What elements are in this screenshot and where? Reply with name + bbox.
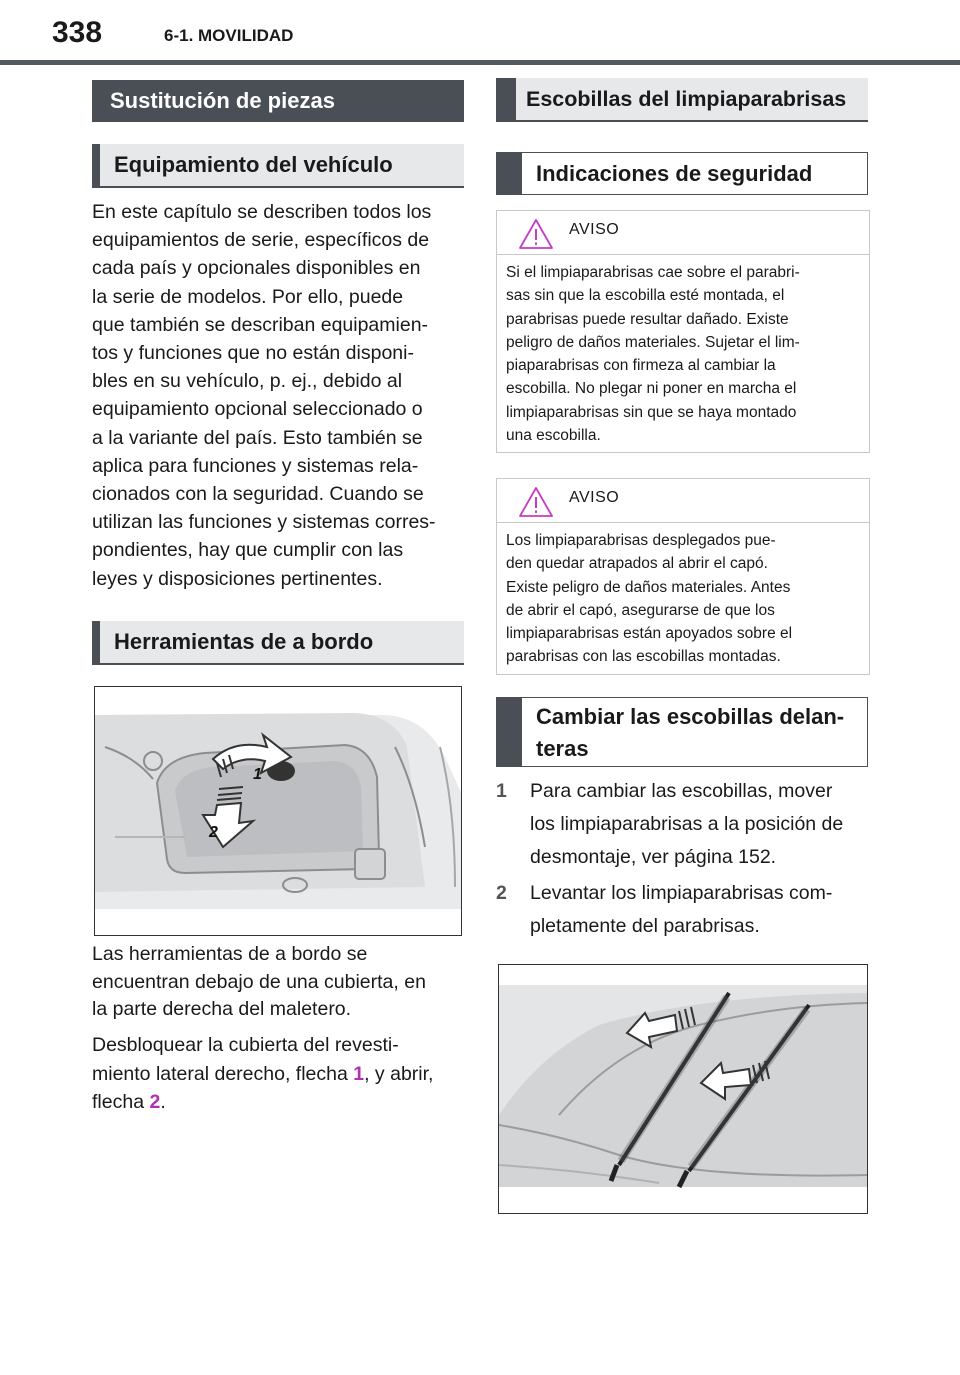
arrow-ref-1: 1 (353, 1062, 365, 1085)
text-line: piaparabrisas con firmeza al cambiar la (506, 357, 776, 375)
page-header (0, 0, 960, 70)
text-fragment: flecha (92, 1091, 150, 1113)
tools-paragraph-2 (92, 1031, 472, 1117)
subheading-tools (92, 621, 464, 665)
text-line: Las herramientas de a bordo se (92, 943, 368, 965)
text-line: tos y funciones que no están disponi- (92, 342, 414, 365)
text-line: Cambiar las escobillas delan- (536, 704, 845, 729)
figure-label-1: 1 (253, 766, 262, 783)
warning-notice-header (497, 479, 869, 523)
text-line: pletamente del parabrisas. (530, 915, 760, 937)
text-line: a la variante del país. Esto también se (92, 426, 423, 449)
text-line: pondientes, hay que cumplir con las (92, 539, 404, 562)
subheading-safety-text: Indicaciones de seguridad (536, 160, 813, 186)
text-line: parabrisas puede resultar dañado. Existe (506, 310, 789, 328)
section-heading-wipers-text: Escobillas del limpiaparabrisas (526, 87, 847, 111)
text-fragment: . (160, 1091, 166, 1113)
warning-triangle-icon (517, 217, 555, 251)
subheading-equipment (92, 144, 464, 188)
warning-notice-header (497, 211, 869, 255)
text-line: la serie de modelos. Por ello, puede (92, 285, 404, 308)
text-line: aplica para funciones y sistemas rela- (92, 454, 419, 477)
chapter-title: 6-1. MOVILIDAD (164, 26, 294, 45)
warning-title: AVISO (569, 489, 620, 506)
step-text (530, 877, 832, 943)
text-line: sas sin que la escobilla esté montada, el (506, 287, 785, 305)
warning-text (497, 255, 869, 447)
text-line: equipamientos de serie, específicos de (92, 229, 430, 252)
text-line: Los limpiaparabrisas desplegados pue- (506, 532, 776, 549)
wiper-illustration (499, 965, 868, 1214)
text-line: peligro de daños materiales. Sujetar el lim- (506, 333, 800, 351)
step-number: 2 (496, 882, 507, 904)
page-number: 338 (52, 16, 103, 49)
text-line: la parte derecha del maletero. (92, 998, 352, 1020)
section-heading-wipers (496, 78, 868, 122)
text-line: Si el limpiaparabrisas cae sobre el parabri- (506, 264, 800, 281)
text-line: Existe peligro de daños materiales. Antes (506, 578, 791, 596)
text-line: bles en su vehículo, p. ej., debido al (92, 370, 403, 393)
warning-notice-2 (496, 478, 870, 675)
subheading-tools-text: Herramientas de a bordo (114, 629, 374, 654)
equipment-paragraph (92, 198, 472, 593)
text-line: limpiaparabrisas están apoyados sobre el (506, 625, 793, 643)
text-line: desmontaje, ver página 152. (530, 846, 777, 868)
text-line: teras (536, 736, 589, 761)
text-line: escobilla. No plegar ni poner en marcha el (506, 380, 797, 398)
step-text (530, 775, 843, 874)
warning-triangle-icon (517, 485, 555, 519)
text-line: En este capítulo se describen todos los (92, 201, 432, 223)
figure-label-2: 2 (209, 824, 218, 841)
warning-title: AVISO (569, 221, 620, 238)
text-fragment: miento lateral derecho, flecha (92, 1062, 354, 1085)
subheading-safety (496, 152, 868, 195)
section-heading-replacement-text: Sustitución de piezas (110, 88, 335, 113)
text-line: limpiaparabrisas sin que se haya montado (506, 403, 797, 421)
tools-paragraph-1 (92, 941, 472, 1024)
text-line (92, 1060, 472, 1089)
arrow-ref-2: 2 (149, 1091, 161, 1113)
text-line: cionados con la seguridad. Cuando se (92, 483, 424, 506)
step-2 (496, 877, 868, 947)
text-line: Levantar los limpiaparabrisas com- (530, 882, 833, 904)
subheading-equipment-text: Equipamiento del vehículo (114, 152, 393, 177)
step-1 (496, 775, 868, 875)
text-line: leyes y disposiciones pertinentes. (92, 567, 383, 590)
text-line: den quedar atrapados al abrir el capó. (506, 555, 768, 573)
figure-trunk-tools (94, 686, 462, 936)
text-line: los limpiaparabrisas a la posición de (530, 813, 844, 835)
text-line: utilizan las funciones y sistemas corres- (92, 511, 436, 534)
subheading-change-text (536, 701, 844, 765)
warning-notice-1 (496, 210, 870, 453)
warning-text (497, 523, 869, 669)
text-line: Desbloquear la cubierta del revesti- (92, 1034, 399, 1056)
text-line: equipamiento opcional seleccionado o (92, 398, 423, 421)
text-line: parabrisas con las escobillas montadas. (506, 648, 781, 666)
trunk-illustration (95, 687, 462, 936)
header-rule (0, 60, 960, 65)
text-line: encuentran debajo de una cubierta, en (92, 970, 426, 993)
figure-windshield-wipers (498, 964, 868, 1214)
text-line: cada país y opcionales disponibles en (92, 257, 421, 280)
text-line: de abrir el capó, asegurarse de que los (506, 601, 775, 619)
section-heading-replacement (92, 80, 464, 122)
text-fragment: , y abrir, (364, 1062, 434, 1085)
text-line: Para cambiar las escobillas, mover (530, 780, 833, 802)
text-line (92, 1088, 472, 1117)
text-line: que también se describan equipamien- (92, 313, 429, 336)
text-line: una escobilla. (506, 427, 601, 445)
step-number: 1 (496, 780, 507, 802)
subheading-change-front-blades (496, 697, 868, 767)
